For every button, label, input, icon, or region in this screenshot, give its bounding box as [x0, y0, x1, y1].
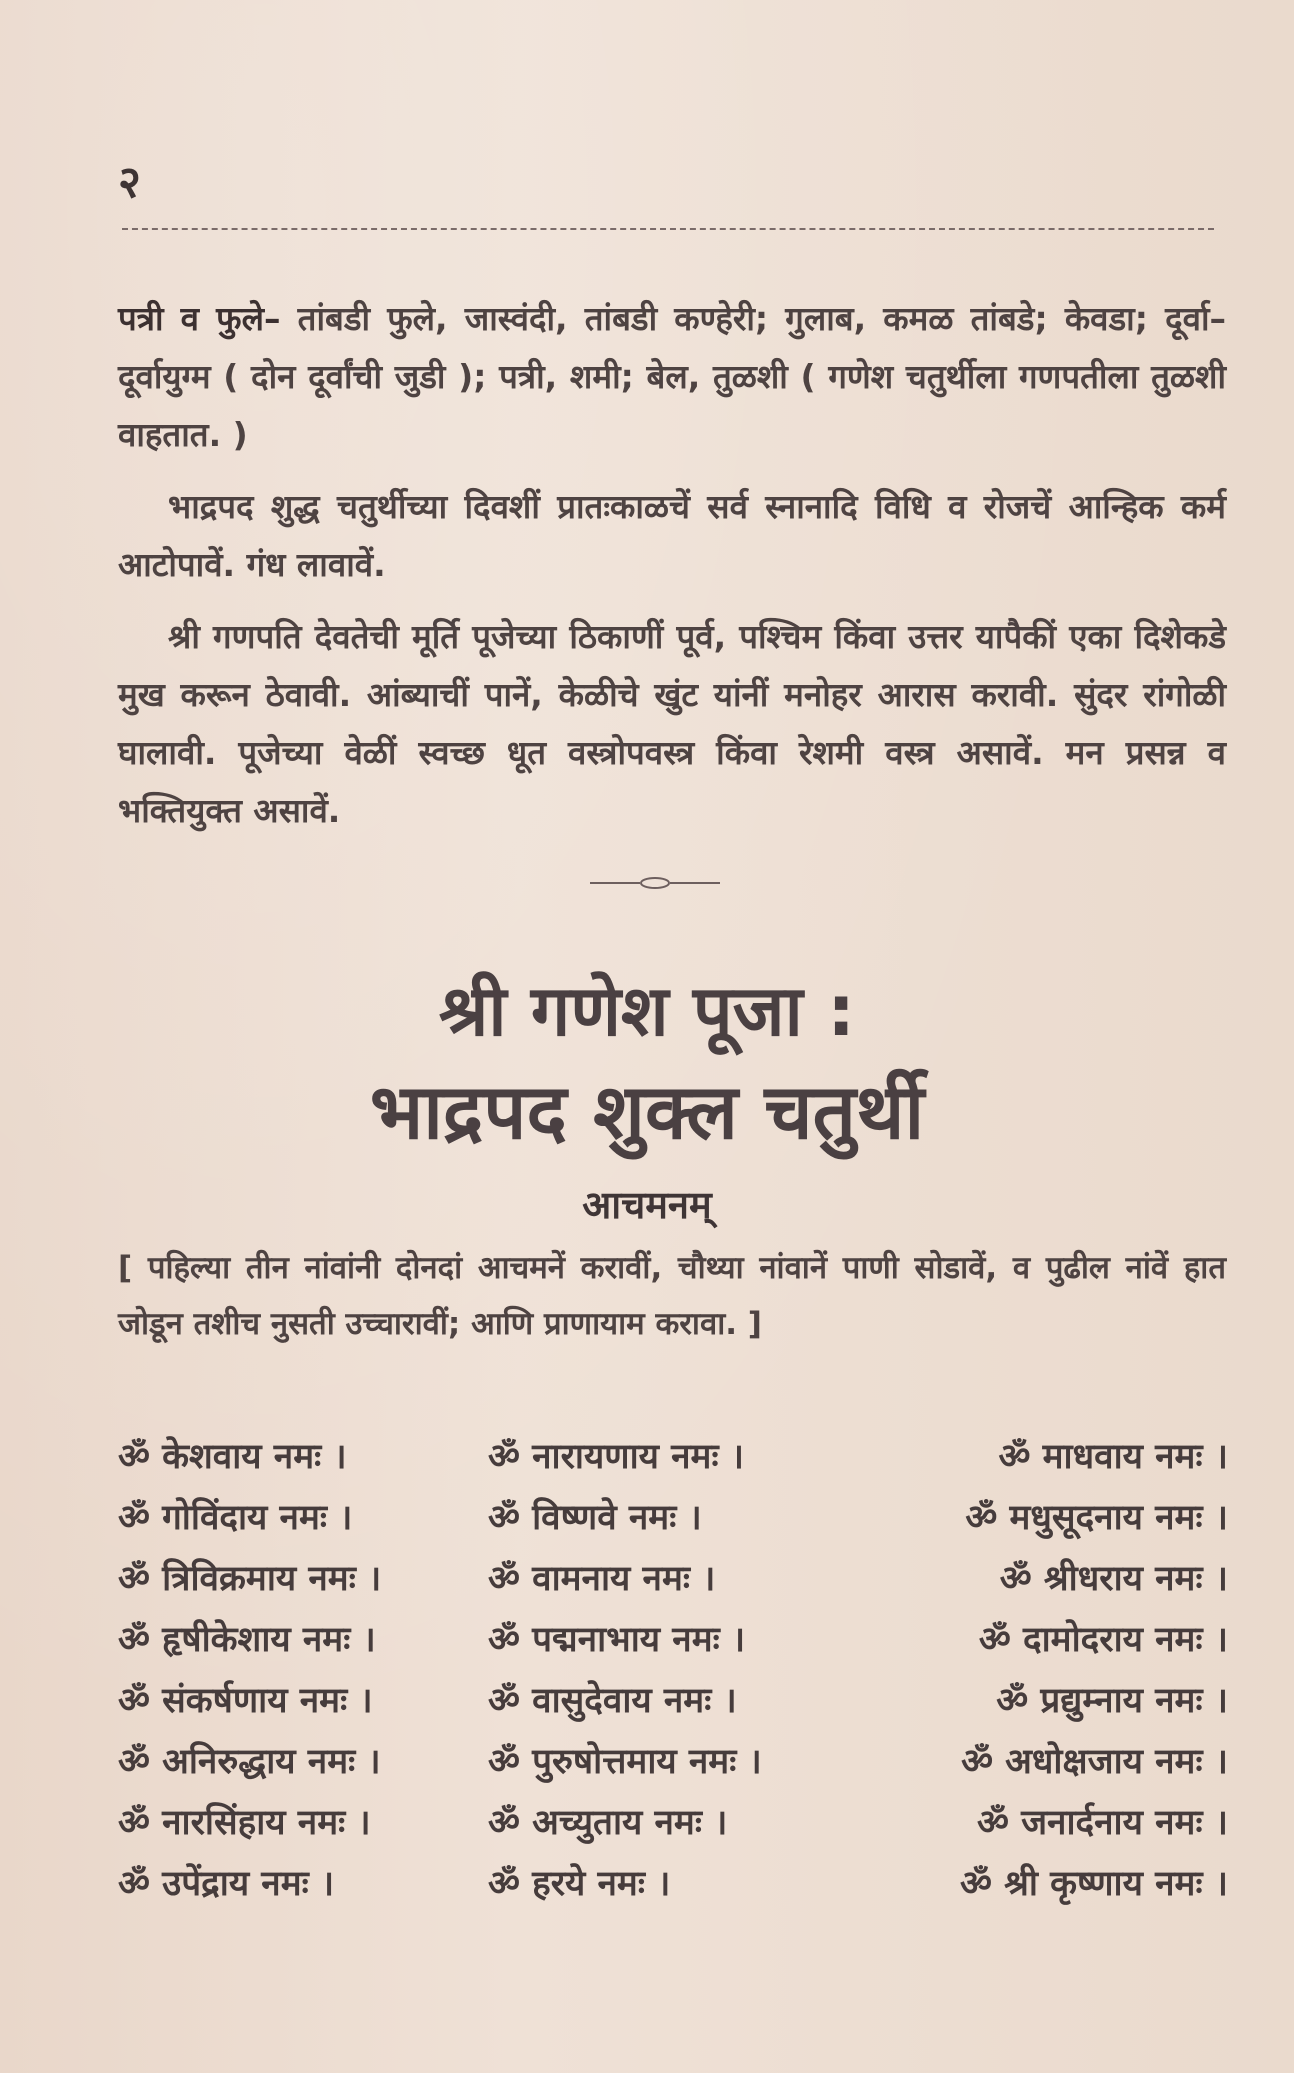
names-row: [118, 1737, 1228, 1798]
flowers-lead: पत्री व फुले–: [118, 299, 281, 338]
names-row: [118, 1432, 1228, 1493]
name-entry: ॐ वामनाय नमः ।: [488, 1559, 716, 1599]
names-row: [118, 1798, 1228, 1859]
title-line-1: श्री गणेश पूजा :: [438, 970, 856, 1052]
name-entry: ॐ अच्युताय नमः ।: [488, 1803, 728, 1843]
name-entry: ॐ हरये नमः ।: [488, 1864, 671, 1904]
names-list: [118, 1432, 1228, 1920]
achamanam-heading: आचमनम्: [582, 1183, 712, 1227]
name-entry: ॐ मधुसूदनाय नमः ।: [965, 1498, 1228, 1538]
name-entry: ॐ हृषीकेशाय नमः ।: [118, 1620, 376, 1660]
page-number: २: [118, 157, 141, 208]
name-entry: ॐ गोविंदाय नमः ।: [118, 1498, 353, 1538]
name-entry: ॐ श्री कृष्णाय नमः ।: [959, 1864, 1228, 1904]
flowers-body: तांबडी फुले, जास्वंदी, तांबडी कण्हेरी; गुलाब, कमळ तांबडे; केवडा; दूर्वा–दूर्वायुग्म ( दोन दूर्वांची जुडी ); पत्री, शमी; बेल, तुळशी ( गणेश चतुर्थीला गणपतीला तुळशी वाहतात. ): [118, 299, 1226, 454]
names-row: [118, 1554, 1228, 1615]
name-entry: ॐ अधोक्षजाय नमः ।: [961, 1742, 1228, 1782]
names-row: [118, 1859, 1228, 1920]
morning-paragraph: भाद्रपद शुद्ध चतुर्थीच्या दिवशीं प्रातःकाळचें सर्व स्नानादि विधि व रोजचें आन्हिक कर्म आटोपावें. गंध लावावें.: [118, 487, 1226, 584]
name-entry: ॐ केशवाय नमः ।: [118, 1437, 347, 1477]
idol-paragraph: श्री गणपति देवतेची मूर्ति पूजेच्या ठिकाणीं पूर्व, पश्चिम किंवा उत्तर यापैकीं एका दिशेकडे मुख करून ठेवावी. आंब्याचीं पानें, केळीचे खुंट यांनीं मनोहर आरास करावी. सुंदर रांगोळी घालावी. पूजेच्या वेळीं स्वच्छ धूत वस्त्रोपवस्त्र किंवा रेशमी वस्त्र असावें. मन प्रसन्न व भक्तियुक्त असावें.: [118, 617, 1226, 830]
name-entry: ॐ त्रिविक्रमाय नमः ।: [118, 1559, 382, 1599]
name-entry: ॐ नारायणाय नमः ।: [488, 1437, 745, 1477]
achamanam-instruction: [ पहिल्या तीन नांवांनी दोनदां आचमनें करावीं, चौथ्या नांवानें पाणी सोडावें, व पुढील नांवें हात जोडून तशीच नुसती उच्चारावीं; आणि प्राणायाम करावा. ]: [118, 1250, 1226, 1342]
name-entry: ॐ माधवाय नमः ।: [998, 1437, 1228, 1477]
names-row: [118, 1615, 1228, 1676]
names-row: [118, 1493, 1228, 1554]
name-entry: ॐ पुरुषोत्तमाय नमः ।: [488, 1742, 762, 1782]
name-entry: ॐ विष्णवे नमः ।: [488, 1498, 702, 1538]
name-entry: ॐ पद्मनाभाय नमः ।: [488, 1620, 746, 1660]
name-entry: ॐ जनार्दनाय नमः ।: [976, 1803, 1228, 1843]
title-line-2: भाद्रपद शुक्ल चतुर्थी: [369, 1067, 925, 1156]
name-entry: ॐ अनिरुद्धाय नमः ।: [118, 1742, 381, 1782]
name-entry: ॐ दामोदराय नमः ।: [978, 1620, 1228, 1660]
header-rule: [122, 228, 1214, 230]
name-entry: ॐ संकर्षणाय नमः ।: [118, 1681, 373, 1721]
flowers-paragraph: [118, 290, 1226, 464]
names-row: [118, 1676, 1228, 1737]
name-entry: ॐ उपेंद्राय नमः ।: [118, 1864, 335, 1904]
name-entry: ॐ श्रीधराय नमः ।: [999, 1559, 1228, 1599]
name-entry: ॐ प्रद्युम्नाय नमः ।: [996, 1681, 1228, 1721]
name-entry: ॐ वासुदेवाय नमः ।: [488, 1681, 737, 1721]
ornament-divider: [590, 876, 720, 890]
name-entry: ॐ नारसिंहाय नमः ।: [118, 1803, 371, 1843]
